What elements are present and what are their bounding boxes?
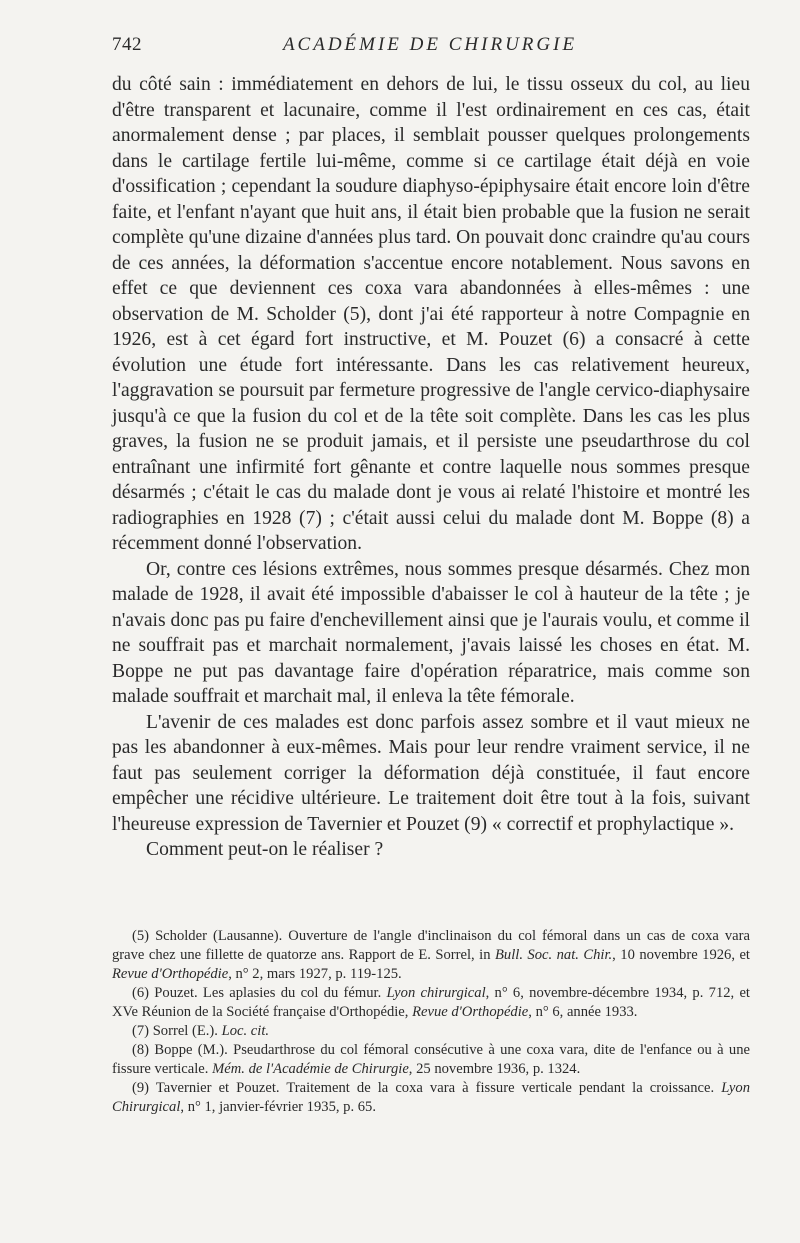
footnote-journal: Lyon chirurgical — [386, 985, 486, 1001]
footnote-mark: (6) — [132, 985, 150, 1001]
footnote-mark: (9) — [132, 1080, 150, 1096]
running-head: ACADÉMIE DE CHIRURGIE — [282, 34, 578, 55]
footnote-text: Scholder (Lausanne). Ouverture de l'angle d'inclinaison du col fémoral dans un cas de coxa vara grave chez une fillette de quatorze ans. Rapport de E. Sorrel, in — [112, 928, 750, 963]
footnote-mark: (7) — [132, 1023, 150, 1039]
footnote-text: Sorrel (E.). — [152, 1023, 222, 1039]
footnote-text: , 25 novembre 1936, p. 1324. — [408, 1061, 581, 1077]
footnote-text: , 10 novembre 1926, et — [612, 947, 750, 963]
paragraph: Comment peut-on le réaliser ? — [146, 839, 384, 860]
footnote-text: , n° 1, janvier-février 1935, p. 65. — [180, 1099, 377, 1115]
paragraph: Or, contre ces lésions extrêmes, nous sommes presque désarmés. Chez mon malade de 1928, il avait été impossible d'abaisser le col à hauteur de la tête ; je n'avais donc pas pu faire d'enchevillement ainsi que je l'aurais voulu, et comme il ne souffrait pas et marchait normalement, j'avais laissé les choses en état. M. Boppe ne put pas davantage faire d'opération réparatrice, mais comme son malade souffrait et marchait mal, il enleva la tête fémorale. — [112, 558, 750, 707]
footnote-text: , n° 2, mars 1927, p. 119-125. — [228, 966, 402, 982]
footnote-9 — [112, 1079, 750, 1117]
footnote-text: , n° 6, novembre-décembre 1934, p. 712, et XVe Réunion de la Société française d'Orthopédie, — [112, 985, 750, 1020]
footnote-journal: Bull. Soc. nat. Chir. — [495, 947, 613, 963]
footnote-text: Pouzet. Les aplasies du col du fémur. — [154, 985, 387, 1001]
paragraph: L'avenir de ces malades est donc parfois assez sombre et il vaut mieux ne pas les abandonner à eux-mêmes. Mais pour leur rendre vraiment service, il ne faut pas seulement corriger la déformation déjà constituée, il faut encore empêcher une récidive ultérieure. Le traitement doit être tout à la fois, suivant l'heureuse expression de Tavernier et Pouzet (9) « correctif et prophylactique ». — [112, 711, 750, 835]
footnote-journal: Revue d'Orthopédie — [112, 966, 229, 982]
footnote-7 — [112, 1022, 750, 1041]
footnote-journal: Revue d'Orthopédie — [412, 1004, 529, 1020]
footnote-8 — [112, 1041, 750, 1079]
footnote-5 — [112, 927, 750, 984]
footnote-text: , n° 6, année 1933. — [528, 1004, 638, 1020]
body-text — [112, 72, 750, 863]
footnote-journal: Loc. cit. — [221, 1023, 270, 1039]
footnote-text: Boppe (M.). Pseudarthrose du col fémoral consécutive à une coxa vara, dite de l'enfance ou à une fissure verticale. — [112, 1042, 751, 1077]
footnotes — [112, 927, 750, 1117]
footnote-journal: Mém. de l'Académie de Chirurgie — [212, 1061, 409, 1077]
footnote-6 — [112, 984, 750, 1022]
page-header — [112, 34, 748, 64]
footnote-journal: Lyon Chirurgical — [112, 1080, 750, 1115]
paragraph: du côté sain : immédiatement en dehors de lui, le tissu osseux du col, au lieu d'être transparent et lacunaire, comme il l'est ordinairement en ces cas, était anormalement dense ; par places, il semblait pousser quelques prolongements dans le cartilage fertile lui-même, comme si ce cartilage était déjà en voie d'ossification ; cependant la soudure diaphyso-épiphysaire était encore loin d'être faite, et l'enfant n'ayant que huit ans, il était bien probable que la fusion ne serait complète qu'une dizaine d'années plus tard. On pouvait donc craindre qu'au cours de ces années, la déformation s'accentue encore notablement. Nous savons en effet ce que deviennent ces coxa vara abandonnées à elles-mêmes : une observation de M. Scholder (5), dont j'ai été rapporteur à notre Compagnie en 1926, est à cet égard fort instructive, et M. Pouzet (6) a consacré à cette évolution une étude fort intéressante. Dans les cas relativement heureux, l'aggravation se poursuit par fermeture progressive de l'angle cervico-diaphysaire jusqu'à ce que la fusion du col et de la tête soit complète. Dans les cas les plus graves, la fusion ne se produit jamais, et il persiste une pseudarthrose du col entraînant une infirmité fort gênante et contre laquelle nous sommes presque désarmés ; c'était le cas du malade dont je vous ai relaté l'histoire et montré les radiographies en 1928 (7) ; c'était aussi celui du malade dont M. Boppe (8) a récemment donné l'observation. — [112, 74, 750, 554]
footnote-text: Tavernier et Pouzet. Traitement de la coxa vara à fissure verticale pendant la croissance. — [155, 1080, 722, 1096]
footnote-mark: (8) — [132, 1042, 150, 1058]
footnote-mark: (5) — [132, 928, 150, 944]
page-number: 742 — [112, 34, 142, 55]
